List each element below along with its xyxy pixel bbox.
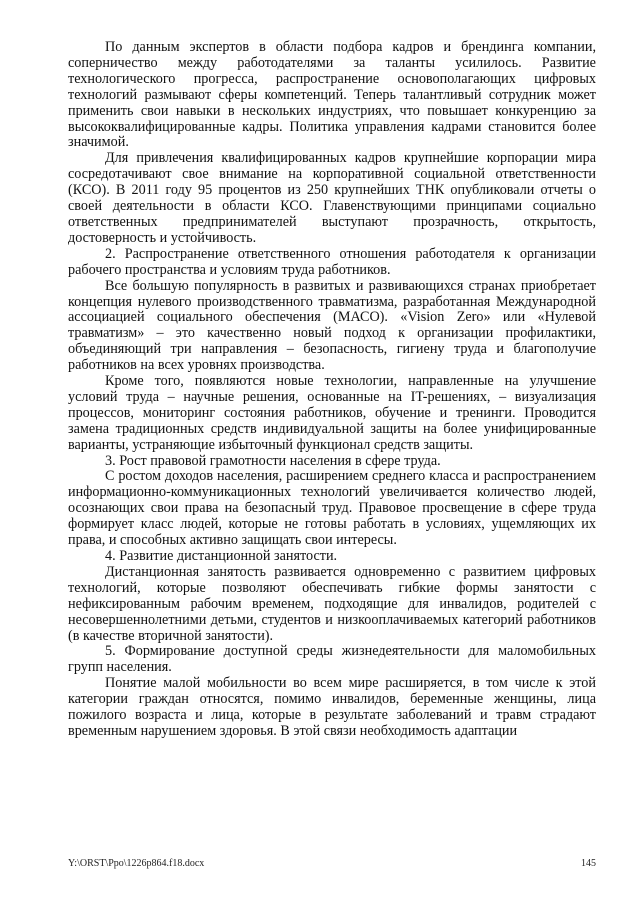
paragraph: Понятие малой мобильности во всем мире расширяется, в том числе к этой категории граждан относятся, помимо инвалидов, беременные женщины, лица пожилого возраста и лица, которые в результате заболеваний и травм страдают временным нарушением здоровья. В этой связи необходимость адаптации bbox=[68, 675, 596, 739]
section-heading: 5. Формирование доступной среды жизнедеятельности для маломобильных групп населения. bbox=[68, 643, 596, 676]
file-path: Y:\ORST\Ppo\1226p864.f18.docx bbox=[68, 858, 205, 869]
section-heading: 3. Рост правовой грамотности населения в сфере труда. bbox=[105, 452, 441, 469]
section-heading: 4. Развитие дистанционной занятости. bbox=[105, 548, 338, 564]
paragraph: Для привлечения квалифицированных кадров крупнейшие корпорации мира сосредотачивают свое внимание на корпоративной социальной ответственности (КСО). В 2011 году 95 процентов из 250 крупнейших ТНК опубликовали отчеты о своей деятельности в области КСО. Главенствующими принципами социально ответственных предпринимателей выступают прозрачность, открытость, достоверность и устойчивость. bbox=[68, 150, 596, 246]
paragraph: Кроме того, появляются новые технологии, направленные на улучшение условий труда – научные решения, основанные на IT-решениях, – визуализация процессов, мониторинг состояния работников, обучение и тренинги. Проводится замена традиционных средств индивидуальной защиты на более унифицированные варианты, устраняющие избыточный функционал средств защиты. bbox=[68, 373, 596, 453]
paragraph: С ростом доходов населения, расширением среднего класса и распространением информационно-коммуникационных технологий увеличивается количество людей, осознающих свои права на безопасный труд. Правовое просвещение в сфере труда формирует класс людей, которые не готовы работать в условиях, ущемляющих их права, и способных активно защищать свои интересы. bbox=[68, 468, 596, 549]
paragraph: Дистанционная занятость развивается одновременно с развитием цифровых технологий, которые позволяют обеспечивать гибкие формы занятости с нефиксированным рабочим временем, подходящие для инвалидов, родителей с несовершеннолетними детьми, студентов и низкооплачиваемых категорий работников (в качестве вторичной занятости). bbox=[68, 563, 596, 644]
paragraph: Все большую популярность в развитых и развивающихся странах приобретает концепция нулевого производственного травматизма, разработанная Международной ассоциацией социального обеспечения (МАСО). «Vision Zero» или «Нулевой травматизм» – это качественно новый подход к организации профилактики, объединяющий три направления – безопасность, гигиену труда и благополучие работников на всех уровнях производства. bbox=[68, 277, 596, 374]
page-number: 145 bbox=[581, 858, 596, 869]
document-body bbox=[68, 40, 596, 740]
paragraph: По данным экспертов в области подбора кадров и брендинга компании, соперничество между работодателями за таланты усилилось. Развитие технологического прогресса, распространение основополагающих цифровых технологий размывают сферы компетенций. Теперь талантливый сотрудник может применить свои навыки в нескольких индустриях, что повышает конкуренцию за высококвалифицированные кадры. Политика управления кадрами становится более значимой. bbox=[68, 39, 596, 151]
section-heading: 2. Распространение ответственного отношения работодателя к организации рабочего пространства и условиям труда работников. bbox=[68, 245, 596, 278]
page-footer bbox=[68, 858, 596, 872]
